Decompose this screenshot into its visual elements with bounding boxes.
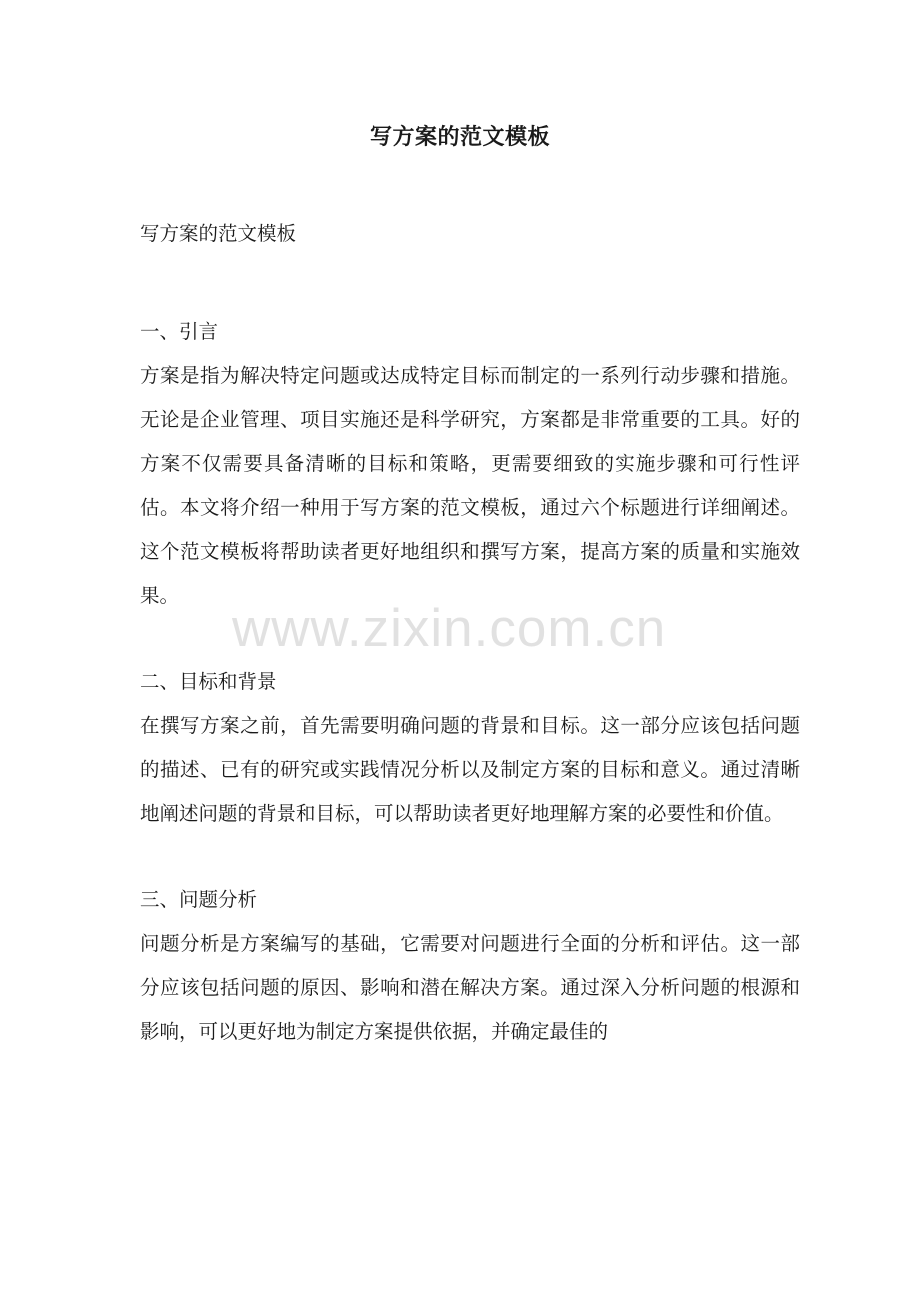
section-goals-background xyxy=(140,660,800,836)
document-title: 写方案的范文模板 xyxy=(369,124,550,150)
section-body: 问题分析是方案编写的基础，它需要对问题进行全面的分析和评估。这一部分应该包括问题的原因、影响和潜在解决方案。通过深入分析问题的根源和影响，可以更好地为制定方案提供依据，并确定最佳的 xyxy=(140,932,800,1043)
section-body: 在撰写方案之前，首先需要明确问题的背景和目标。这一部分应该包括问题的描述、已有的研究或实践情况分析以及制定方案的目标和意义。通过清晰地阐述问题的背景和目标，可以帮助读者更好地理解方案的必要性和价值。 xyxy=(140,714,800,825)
section-heading: 一、引言 xyxy=(140,320,219,343)
watermark-text: www.zixin.com.cn xyxy=(232,599,667,658)
section-introduction xyxy=(140,310,800,618)
document-content xyxy=(140,212,800,1096)
section-problem-analysis xyxy=(140,878,800,1054)
section-heading: 二、目标和背景 xyxy=(140,670,277,693)
document-subtitle: 写方案的范文模板 xyxy=(140,222,297,245)
section-body: 方案是指为解决特定问题或达成特定目标而制定的一系列行动步骤和措施。无论是企业管理、项目实施还是科学研究，方案都是非常重要的工具。好的方案不仅需要具备清晰的目标和策略，更需要细致的实施步骤和可行性评估。本文将介绍一种用于写方案的范文模板，通过六个标题进行详细阐述。这个范文模板将帮助读者更好地组织和撰写方案，提高方案的质量和实施效果。 xyxy=(140,364,800,607)
section-heading: 三、问题分析 xyxy=(140,888,258,911)
